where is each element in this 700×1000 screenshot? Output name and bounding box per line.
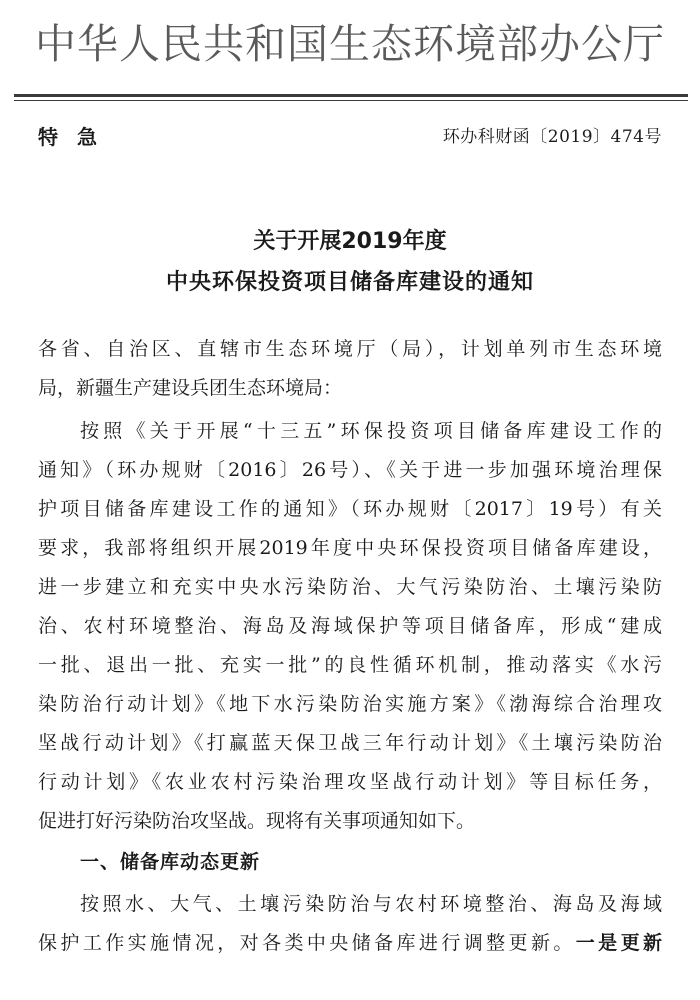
paragraph-text: 保护工作实施情况，对各类中央储备库进行调整更新。 [38, 932, 576, 954]
addressee-line: 各省、自治区、直辖市生态环境厅（局），计划单列市生态环境 [38, 338, 662, 360]
paragraph-line: 进一步建立和充实中央水污染防治、大气污染防治、土壤污染防 [38, 576, 662, 598]
paragraph-line: 坚战行动计划》《打赢蓝天保卫战三年行动计划》《土壤污染防治 [38, 732, 662, 754]
bold-emphasis-text: 一是更新 [575, 932, 662, 954]
paragraph-line: 治、农村环境整治、海岛及海域保护等项目储备库，形成“建成 [38, 615, 662, 637]
header-rule-thick [14, 94, 688, 97]
paragraph-line: 一批、退出一批、充实一批”的良性循环机制，推动落实《水污 [38, 654, 662, 676]
document-number: 环办科财函〔2019〕474号 [442, 127, 662, 147]
paragraph-line: 护项目储备库建设工作的通知》（环办规财〔2017〕19号）有关 [38, 498, 662, 520]
paragraph-line: 促进打好污染防治攻坚战。现将有关事项通知如下。 [38, 810, 476, 832]
paragraph-line [38, 928, 662, 958]
paragraph-line: 染防治行动计划》《地下水污染防治实施方案》《渤海综合治理攻 [38, 693, 662, 715]
agency-header-title: 中华人民共和国生态环境部办公厅 [35, 20, 665, 68]
notice-title-line-2: 中央环保投资项目储备库建设的通知 [165, 270, 534, 295]
addressee-line: 局，新疆生产建设兵团生态环境局： [38, 377, 343, 399]
paragraph-line: 通知》（环办规财〔2016〕26号）、《关于进一步加强环境治理保 [38, 459, 662, 481]
paragraph-line: 行动计划》《农业农村污染治理攻坚战行动计划》等目标任务， [38, 771, 662, 793]
section-heading: 一、储备库动态更新 [80, 851, 261, 873]
header-rule-thin [14, 100, 688, 101]
urgency-label: 特急 [38, 125, 116, 149]
paragraph-line: 按照《关于开展“十三五”环保投资项目储备库建设工作的 [80, 420, 662, 442]
notice-title-line-1: 关于开展2019年度 [253, 229, 447, 254]
paragraph-line: 按照水、大气、土壤污染防治与农村环境整治、海岛及海域 [80, 893, 662, 915]
paragraph-line: 要求，我部将组织开展2019年度中央环保投资项目储备库建设， [38, 537, 662, 559]
